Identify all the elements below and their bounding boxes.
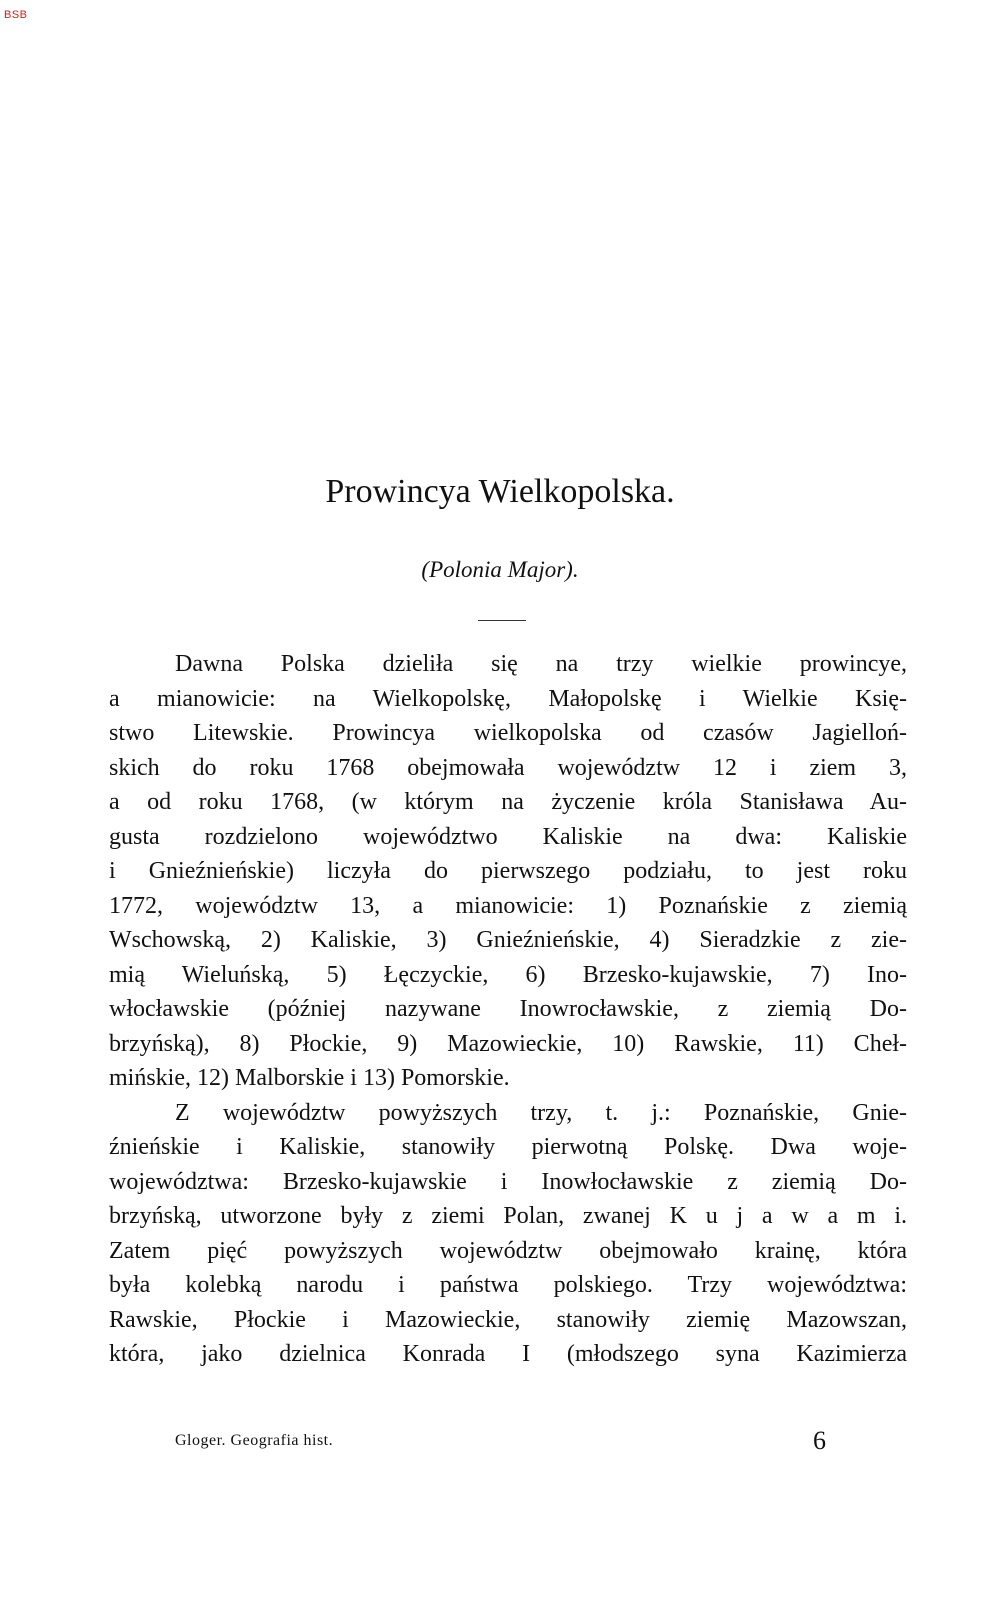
text-line: a mianowicie: na Wielkopolskę, Małopolskę i Wielkie Księ-	[109, 685, 907, 712]
text-line: 1772, województw 13, a mianowicie: 1) Poznańskie z ziemią	[109, 892, 907, 919]
text-line: źnieńskie i Kaliskie, stanowiły pierwotną Polskę. Dwa woje-	[109, 1134, 907, 1160]
text-line: Dawna Polska dzieliła się na trzy wielkie prowincye,	[175, 651, 907, 677]
body-text	[109, 647, 907, 1372]
signature-mark: 6	[813, 1426, 826, 1455]
text-line: i Gnieźnieńskie) liczyła do pierwszego podziału, to jest roku	[109, 858, 907, 884]
library-watermark: BSB	[4, 9, 28, 21]
text-line: brzyńską, utworzone były z ziemi Polan, zwanej K u j a w a m i.	[109, 1203, 907, 1229]
text-line: która, jako dzielnica Konrada I (młodszego syna Kazimierza	[109, 1341, 907, 1367]
running-footer: Gloger. Geografia hist.	[175, 1432, 334, 1449]
section-divider	[478, 620, 526, 621]
text-line: a od roku 1768, (w którym na życzenie króla Stanisława Au-	[109, 789, 907, 815]
text-line: mińskie, 12) Malborskie i 13) Pomorskie.	[109, 1065, 510, 1091]
text-line: była kolebką narodu i państwa polskiego. Trzy województwa:	[109, 1272, 907, 1298]
text-line: skich do roku 1768 obejmowała województw 12 i ziem 3,	[109, 754, 907, 781]
text-line: Z województw powyższych trzy, t. j.: Poznańskie, Gnie-	[175, 1099, 907, 1126]
text-line: Zatem pięć powyższych województw obejmowało krainę, która	[109, 1237, 907, 1264]
text-line: Rawskie, Płockie i Mazowieckie, stanowiły ziemię Mazowszan,	[109, 1306, 907, 1333]
page-title: Prowincya Wielkopolska.	[325, 473, 675, 510]
text-line: brzyńską), 8) Płockie, 9) Mazowieckie, 10) Rawskie, 11) Cheł-	[109, 1030, 907, 1057]
text-line: stwo Litewskie. Prowincya wielkopolska od czasów Jagielloń-	[109, 720, 907, 746]
text-line: województwa: Brzesko-kujawskie i Inowłocławskie z ziemią Do-	[109, 1168, 907, 1195]
page-subtitle: (Polonia Major).	[421, 557, 579, 582]
text-line: gusta rozdzielono województwo Kaliskie na dwa: Kaliskie	[109, 823, 907, 850]
text-line: Wschowską, 2) Kaliskie, 3) Gnieźnieńskie, 4) Sieradzkie z zie-	[109, 927, 907, 953]
text-line: mią Wieluńską, 5) Łęczyckie, 6) Brzesko-kujawskie, 7) Ino-	[109, 961, 907, 988]
text-line: włocławskie (później nazywane Inowrocławskie, z ziemią Do-	[109, 996, 907, 1022]
